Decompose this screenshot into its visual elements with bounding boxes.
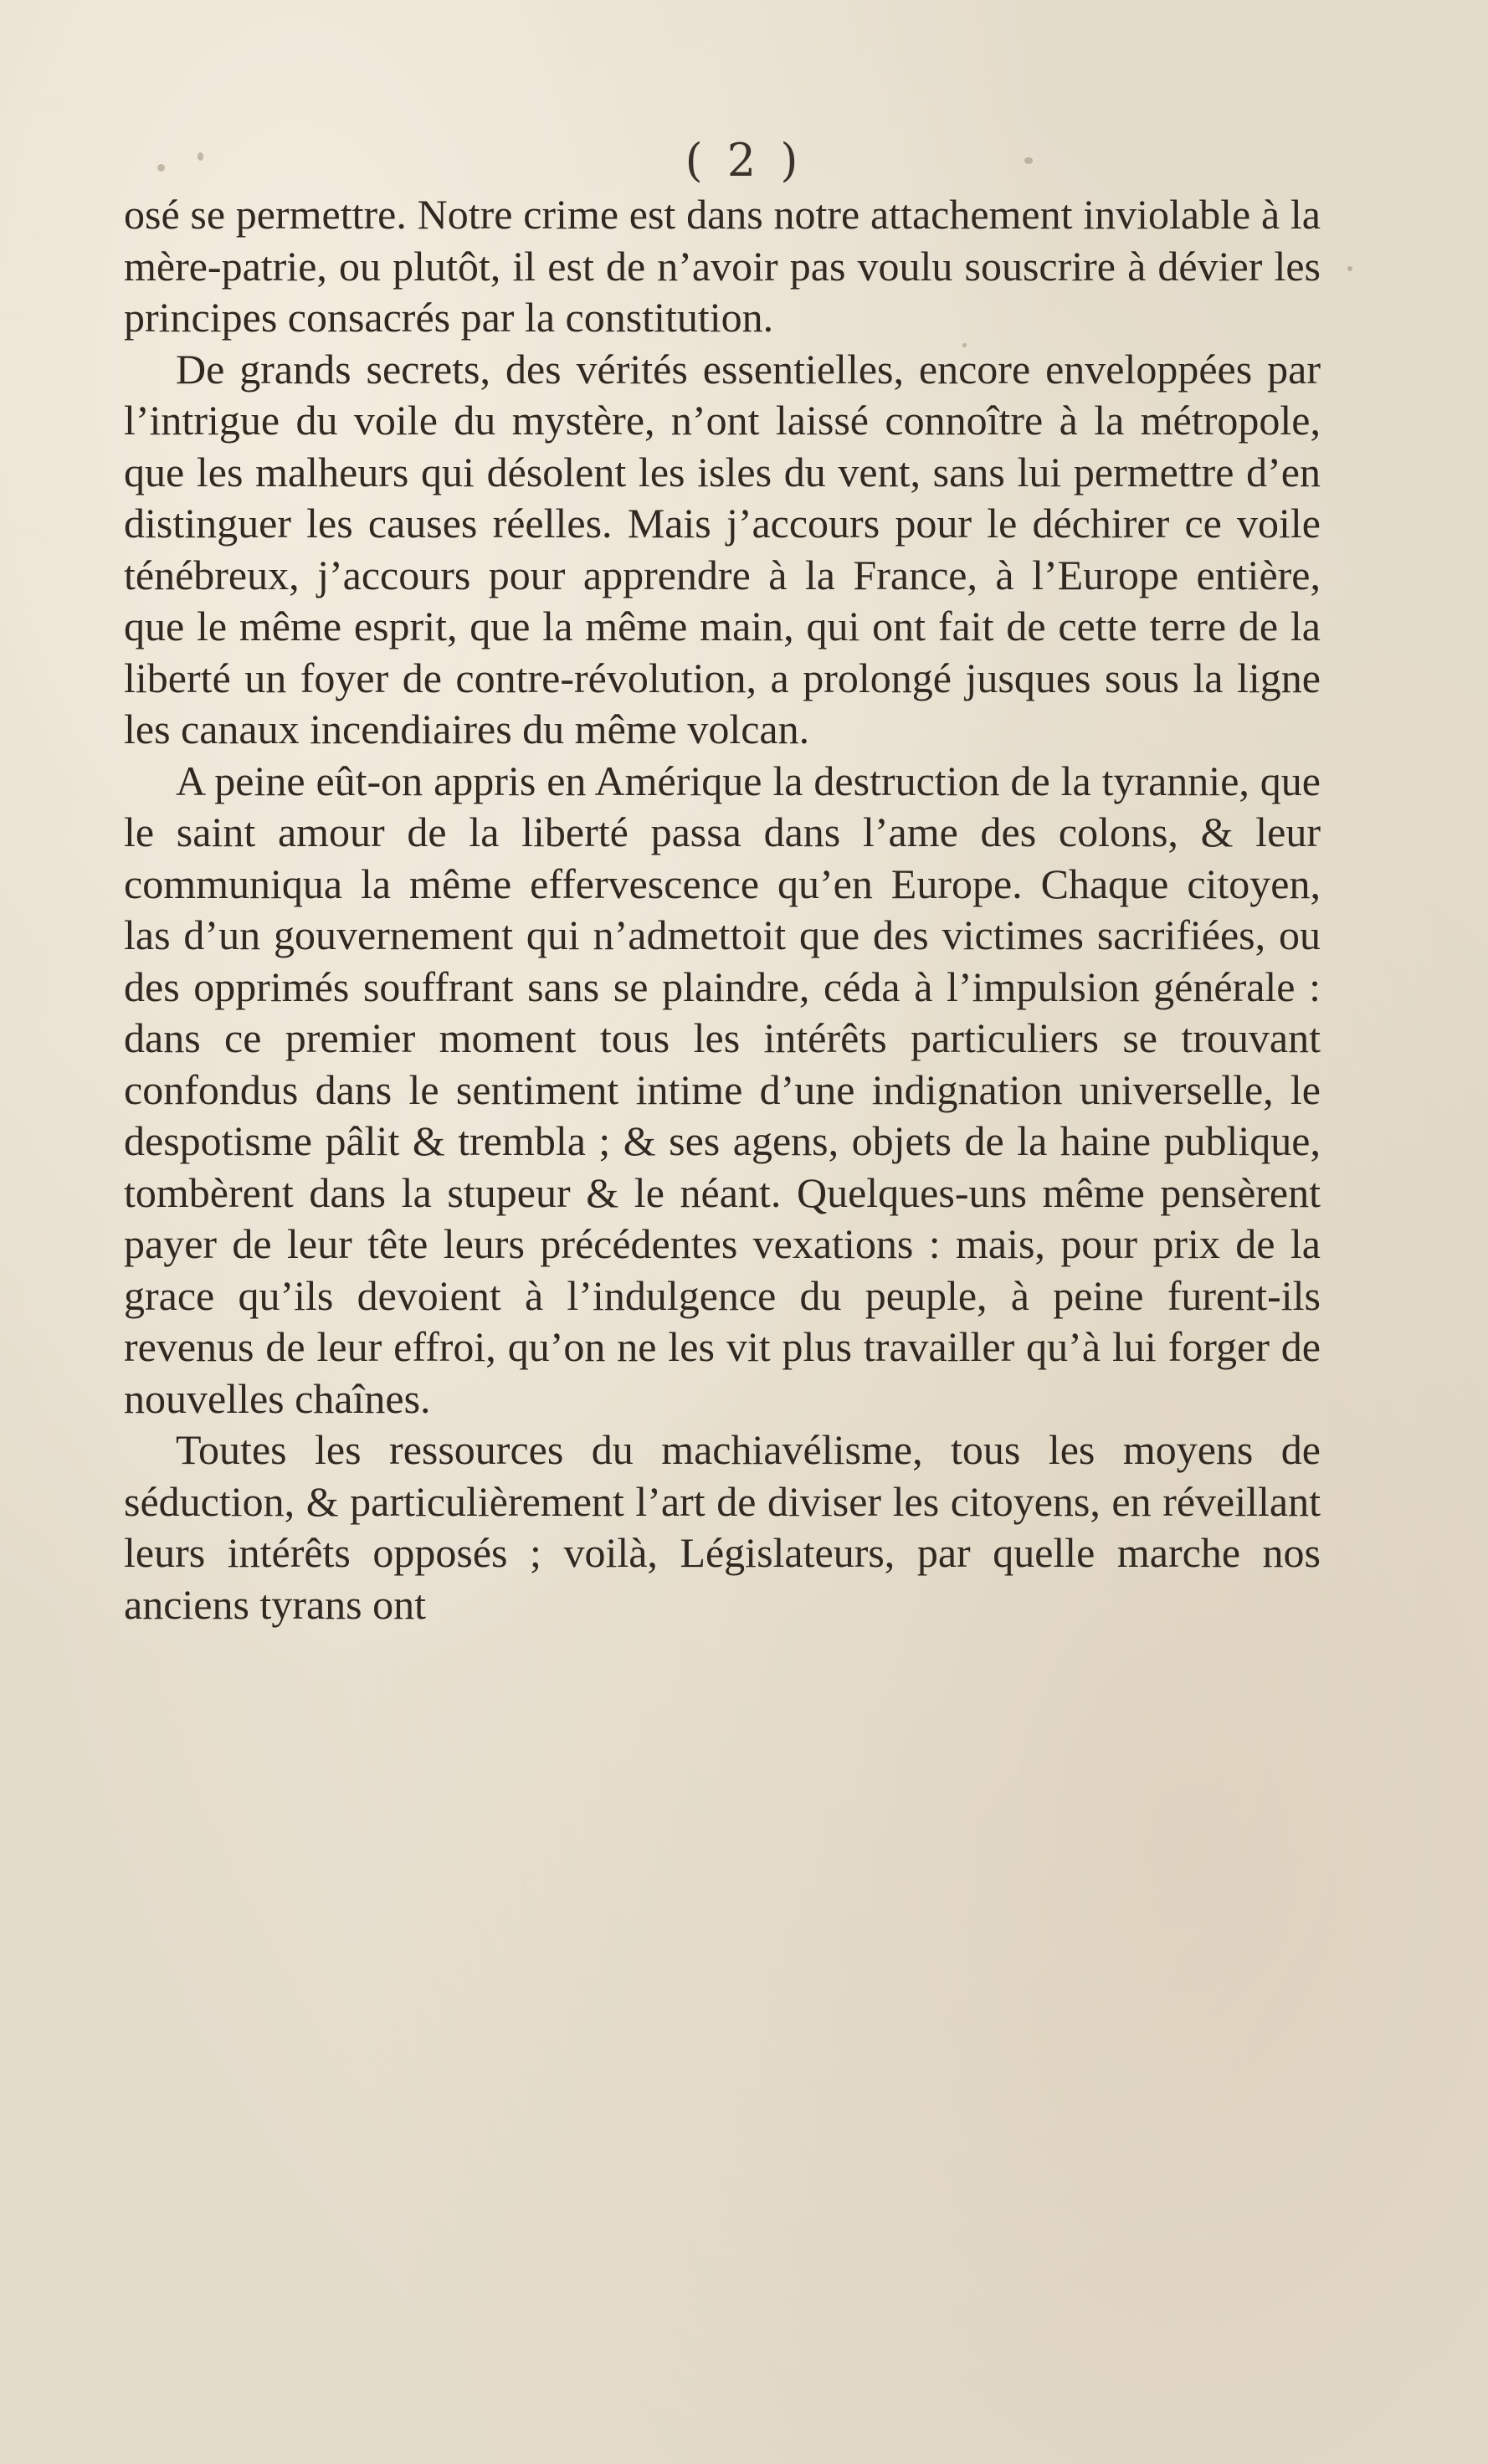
paragraph: osé se permettre. Notre crime est dans notre attachement inviolable à la mère-patrie, ou plutôt, il est de n’avoir pas voulu souscrire à dévier les principes consacrés par la constitution. — [124, 191, 1321, 341]
paragraph: A peine eût-on appris en Amérique la destruction de la tyrannie, que le saint amour de la liberté passa dans l’ame des colons, & leur communiqua la même effervescence qu’en Europe. Chaque citoyen, las d’un gouvernement qui n’admettoit que des victimes sacrifiées, ou des opprimés souffrant sans se plaindre, céda à l’impulsion générale : dans ce premier moment tous les intérêts particuliers se trouvant confondus dans le sentiment intime d’une indignation universelle, le despotisme pâlit & trembla ; & ses agens, objets de la haine publique, tombèrent dans la stupeur & le néant. Quelques-uns même pensèrent payer de leur tête leurs précédentes vexations : mais, pour prix de la grace qu’ils devoient à l’indulgence du peuple, à peine furent-ils revenus de leur effroi, qu’on ne les vit plus travailler qu’à lui forger de nouvelles chaînes. — [124, 757, 1321, 1422]
paragraph: De grands secrets, des vérités essentielles, encore enveloppées par l’intrigue du voile du mystère, n’ont laissé connoître à la métropole, que les malheurs qui désolent les isles du vent, sans lui permettre d’en distinguer les causes réelles. Mais j’accours pour le déchirer ce voile ténébreux, j’accours pour apprendre à la France, à l’Europe entière, que le même esprit, que la même main, qui ont fait de cette terre de la liberté un foyer de contre-révolution, a prolongé jusques sous la ligne les canaux incendiaires du même volcan. — [124, 345, 1321, 752]
body-text — [124, 189, 1321, 1630]
ink-speck — [1347, 266, 1352, 271]
page-number: ( 2 ) — [685, 134, 803, 187]
paragraph: Toutes les ressources du machiavélisme, tous les moyens de séduction, & particulièrement l’art de diviser les citoyens, en réveillant leurs intérêts opposés ; voilà, Législateurs, par quelle marche nos anciens tyrans ont — [124, 1426, 1321, 1628]
